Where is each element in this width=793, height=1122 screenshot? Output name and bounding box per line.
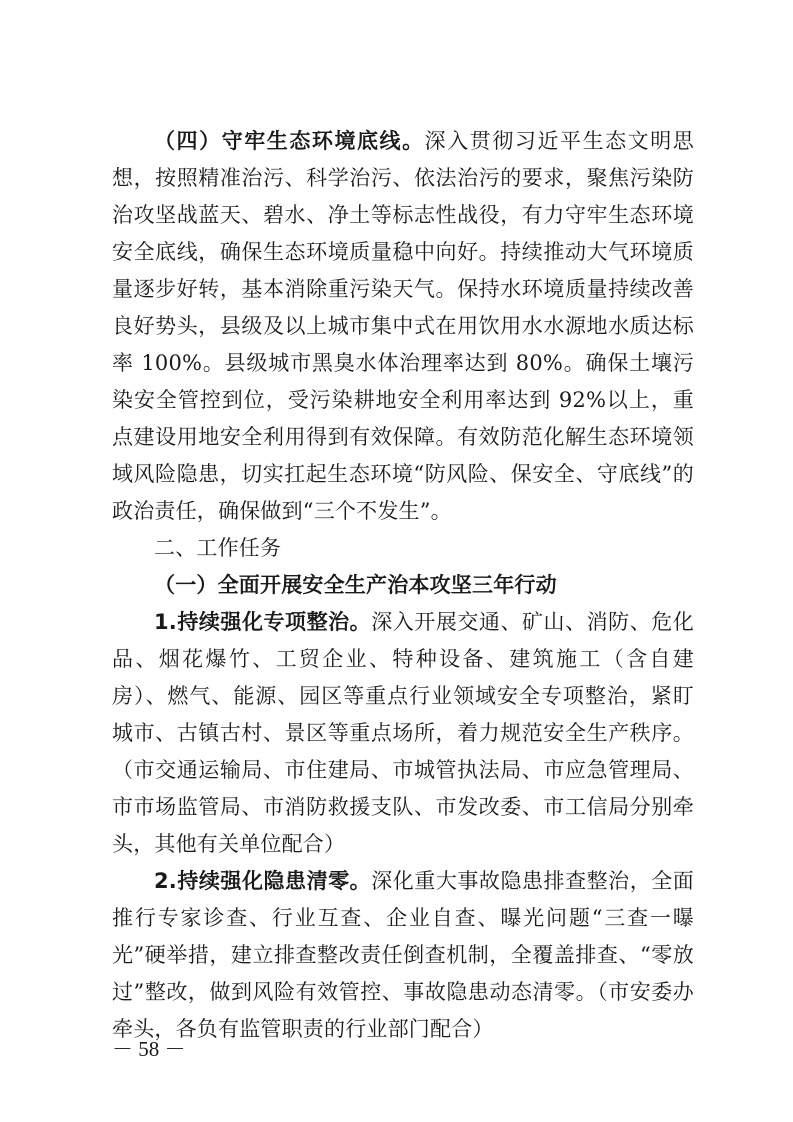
section-4-text: 深入贯彻习近平生态文明思想，按照精准治污、科学治污、依法治污的要求，聚焦污染防治攻坚战蓝天、碧水、净土等标志性战役，有力守牢生态环境安全底线，确保生态环境质量稳中向好。持续推动大气环境质量逐步好转，基本消除重污染天气。保持水环境质量持续改善良好势头，县级及以上城市集中式在用饮用水水源地水质达标率 100%。县级城市黑臭水体治理率达到 80%。确保土壤污染安全管控到位，受污染耕地安全利用率达到 92%以上，重点建设用地安全利用得到有效保障。有效防范化解生态环境领域风险隐患，切实扛起生态环境“防风险、保安全、守底线”的政治责任，确保做到“三个不发生”。 bbox=[112, 129, 694, 523]
section-4-heading: （四）守牢生态环境底线。 bbox=[154, 129, 425, 153]
page-number: － 58 － bbox=[112, 1037, 186, 1061]
item-1-text: 深入开展交通、矿山、消防、危化品、烟花爆竹、工贸企业、特种设备、建筑施工（含自建房）、燃气、能源、园区等重点行业领域安全专项整治，紧盯城市、古镇古村、景区等重点场所，着力规范安全生产秩序。（市交通运输局、市住建局、市城管执法局、市应急管理局、市市场监管局、市消防救援支队、市发改委、市工信局分别牵头，其他有关单位配合） bbox=[112, 610, 695, 856]
part-2-heading: 二、工作任务 bbox=[154, 536, 282, 560]
subsection-1-heading: （一）全面开展安全生产治本攻坚三年行动 bbox=[154, 573, 557, 597]
document-body bbox=[112, 123, 694, 1048]
paragraph-section-4 bbox=[112, 123, 694, 530]
item-1-heading: 1.持续强化专项整治。 bbox=[154, 610, 372, 634]
paragraph-item-2 bbox=[112, 863, 694, 1048]
item-2-text: 深化重大事故隐患排查整治，全面推行专家诊查、行业互查、企业自查、曝光问题“三查一曝光”硬举措，建立排查整改责任倒查机制，全覆盖排查、“零放过”整改，做到风险有效管控、事故隐患动态清零。（市安委办牵头，各负有监管职责的行业部门配合） bbox=[112, 869, 695, 1041]
item-2-heading: 2.持续强化隐患清零。 bbox=[154, 869, 372, 893]
paragraph-item-1 bbox=[112, 604, 694, 863]
